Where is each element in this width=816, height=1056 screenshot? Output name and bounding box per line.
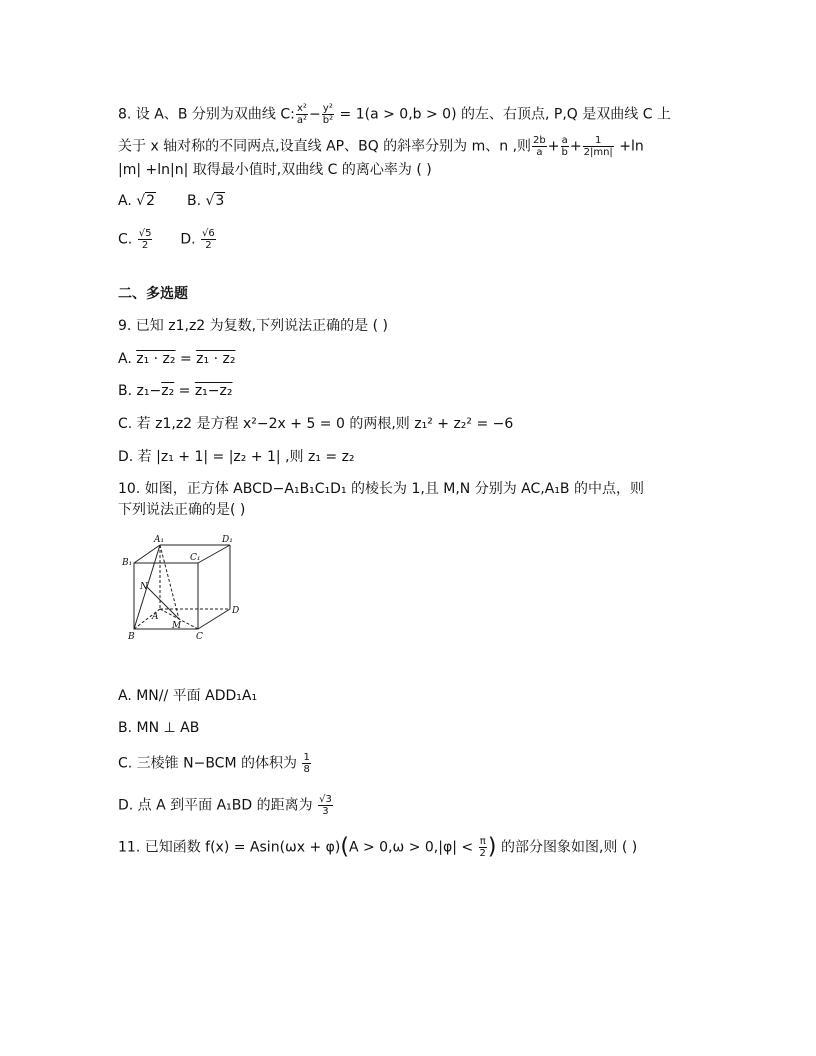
q9-option-c: C. 若 z1,z2 是方程 x²−2x + 5 = 0 的两根,则 z₁² + z₂² = −6 — [118, 416, 514, 432]
label-m: M — [172, 621, 182, 631]
label-b1: B₁ — [122, 558, 133, 568]
q9-option-a: A. z₁ · z₂ = z₁ · z₂ — [118, 351, 236, 367]
q9-stem: 9. 已知 z1,z2 为复数,下列说法正确的是 ( ) — [118, 318, 388, 334]
q9-option-b: B. z₁−z₂ = z₁−z₂ — [118, 383, 233, 399]
q10-option-a: A. MN// 平面 ADD₁A₁ — [118, 688, 258, 704]
q8-text: 8. 设 A、B 分别为双曲线 C: — [118, 106, 295, 123]
label-n: N — [140, 582, 148, 592]
fraction: $\frac{1}{2|mn|}$ — [583, 135, 613, 158]
option-b: B. — [186, 193, 206, 209]
q8-options-ab — [118, 191, 225, 211]
fraction: $\frac{\text{x²}}{\text{a²}}$ — [296, 103, 307, 126]
sqrt: √2 — [136, 193, 156, 209]
option-a: A. — [118, 193, 137, 209]
q10-option-c: C. 三棱锥 N−BCM 的体积为 $\frac{1}{8}$ — [118, 752, 310, 775]
sqrt: √3 — [205, 193, 225, 209]
label-b: B — [128, 632, 135, 642]
fraction: $\frac{√5}{2}$ — [138, 228, 152, 251]
fraction: $\frac{1}{8}$ — [303, 752, 310, 775]
cube-figure — [118, 533, 243, 643]
section-heading: 二、多选题 — [118, 286, 188, 302]
q8-line-3: |m| +ln|n| 取得最小值时,双曲线 C 的离心率为 ( ) — [118, 162, 432, 178]
fraction: $\frac{√6}{2}$ — [202, 228, 215, 251]
q8-options-cd — [118, 228, 217, 251]
fraction: $\frac{\text{y²}}{\text{b²}}$ — [322, 103, 334, 126]
fraction: $\frac{2b}{a}$ — [533, 135, 546, 158]
q9-option-d: D. 若 |z₁ + 1| = |z₂ + 1| ,则 z₁ = z₂ — [118, 449, 355, 465]
fraction: $\frac{√3}{3}$ — [319, 794, 332, 817]
option-d: D. — [180, 231, 201, 248]
label-d: D — [232, 606, 240, 616]
label-a1: A₁ — [154, 535, 165, 545]
q8-line-2: 关于 x 轴对称的不同两点,设直线 AP、BQ 的斜率分别为 m、n ,则 $\frac{2b}{a}$ + $\frac{a}{b}$ + $\frac{1}{2|mn|}$ +ln — [118, 135, 644, 158]
q10-stem-1: 10. 如图，正方体 ABCD−A₁B₁C₁D₁ 的棱长为 1,且 M,N 分别为 AC,A₁B 的中点，则 — [118, 481, 644, 497]
label-c: C — [196, 632, 203, 642]
q11-stem: 11. 已知函数 f(x) = Asin(ωx + φ)(A > 0,ω > 0,|φ| < $\frac{\pi}{2}$ ) 的部分图象如图,则 ( ) — [118, 834, 638, 860]
label-a: A — [152, 612, 159, 622]
fraction: $\frac{a}{b}$ — [561, 135, 568, 158]
option-c: C. — [118, 231, 137, 248]
q10-option-b: B. MN ⊥ AB — [118, 720, 200, 736]
q10-option-d: D. 点 A 到平面 A₁BD 的距离为 $\frac{√3}{3}$ — [118, 794, 332, 817]
q8-line-1: 8. 设 A、B 分别为双曲线 C: $\frac{\text{x²}}{\text{a²}}$ − $\frac{\text{y²}}{\text{b²}}$ = 1(a > 0,b > 0) 的左、右顶点, P,Q 是双曲线 C 上 — [118, 103, 671, 126]
q10-stem-2: 下列说法正确的是( ) — [118, 502, 246, 518]
label-d1: D₁ — [222, 535, 233, 545]
label-c1: C₁ — [190, 553, 201, 563]
fraction: $\frac{\pi}{2}$ — [479, 836, 486, 859]
